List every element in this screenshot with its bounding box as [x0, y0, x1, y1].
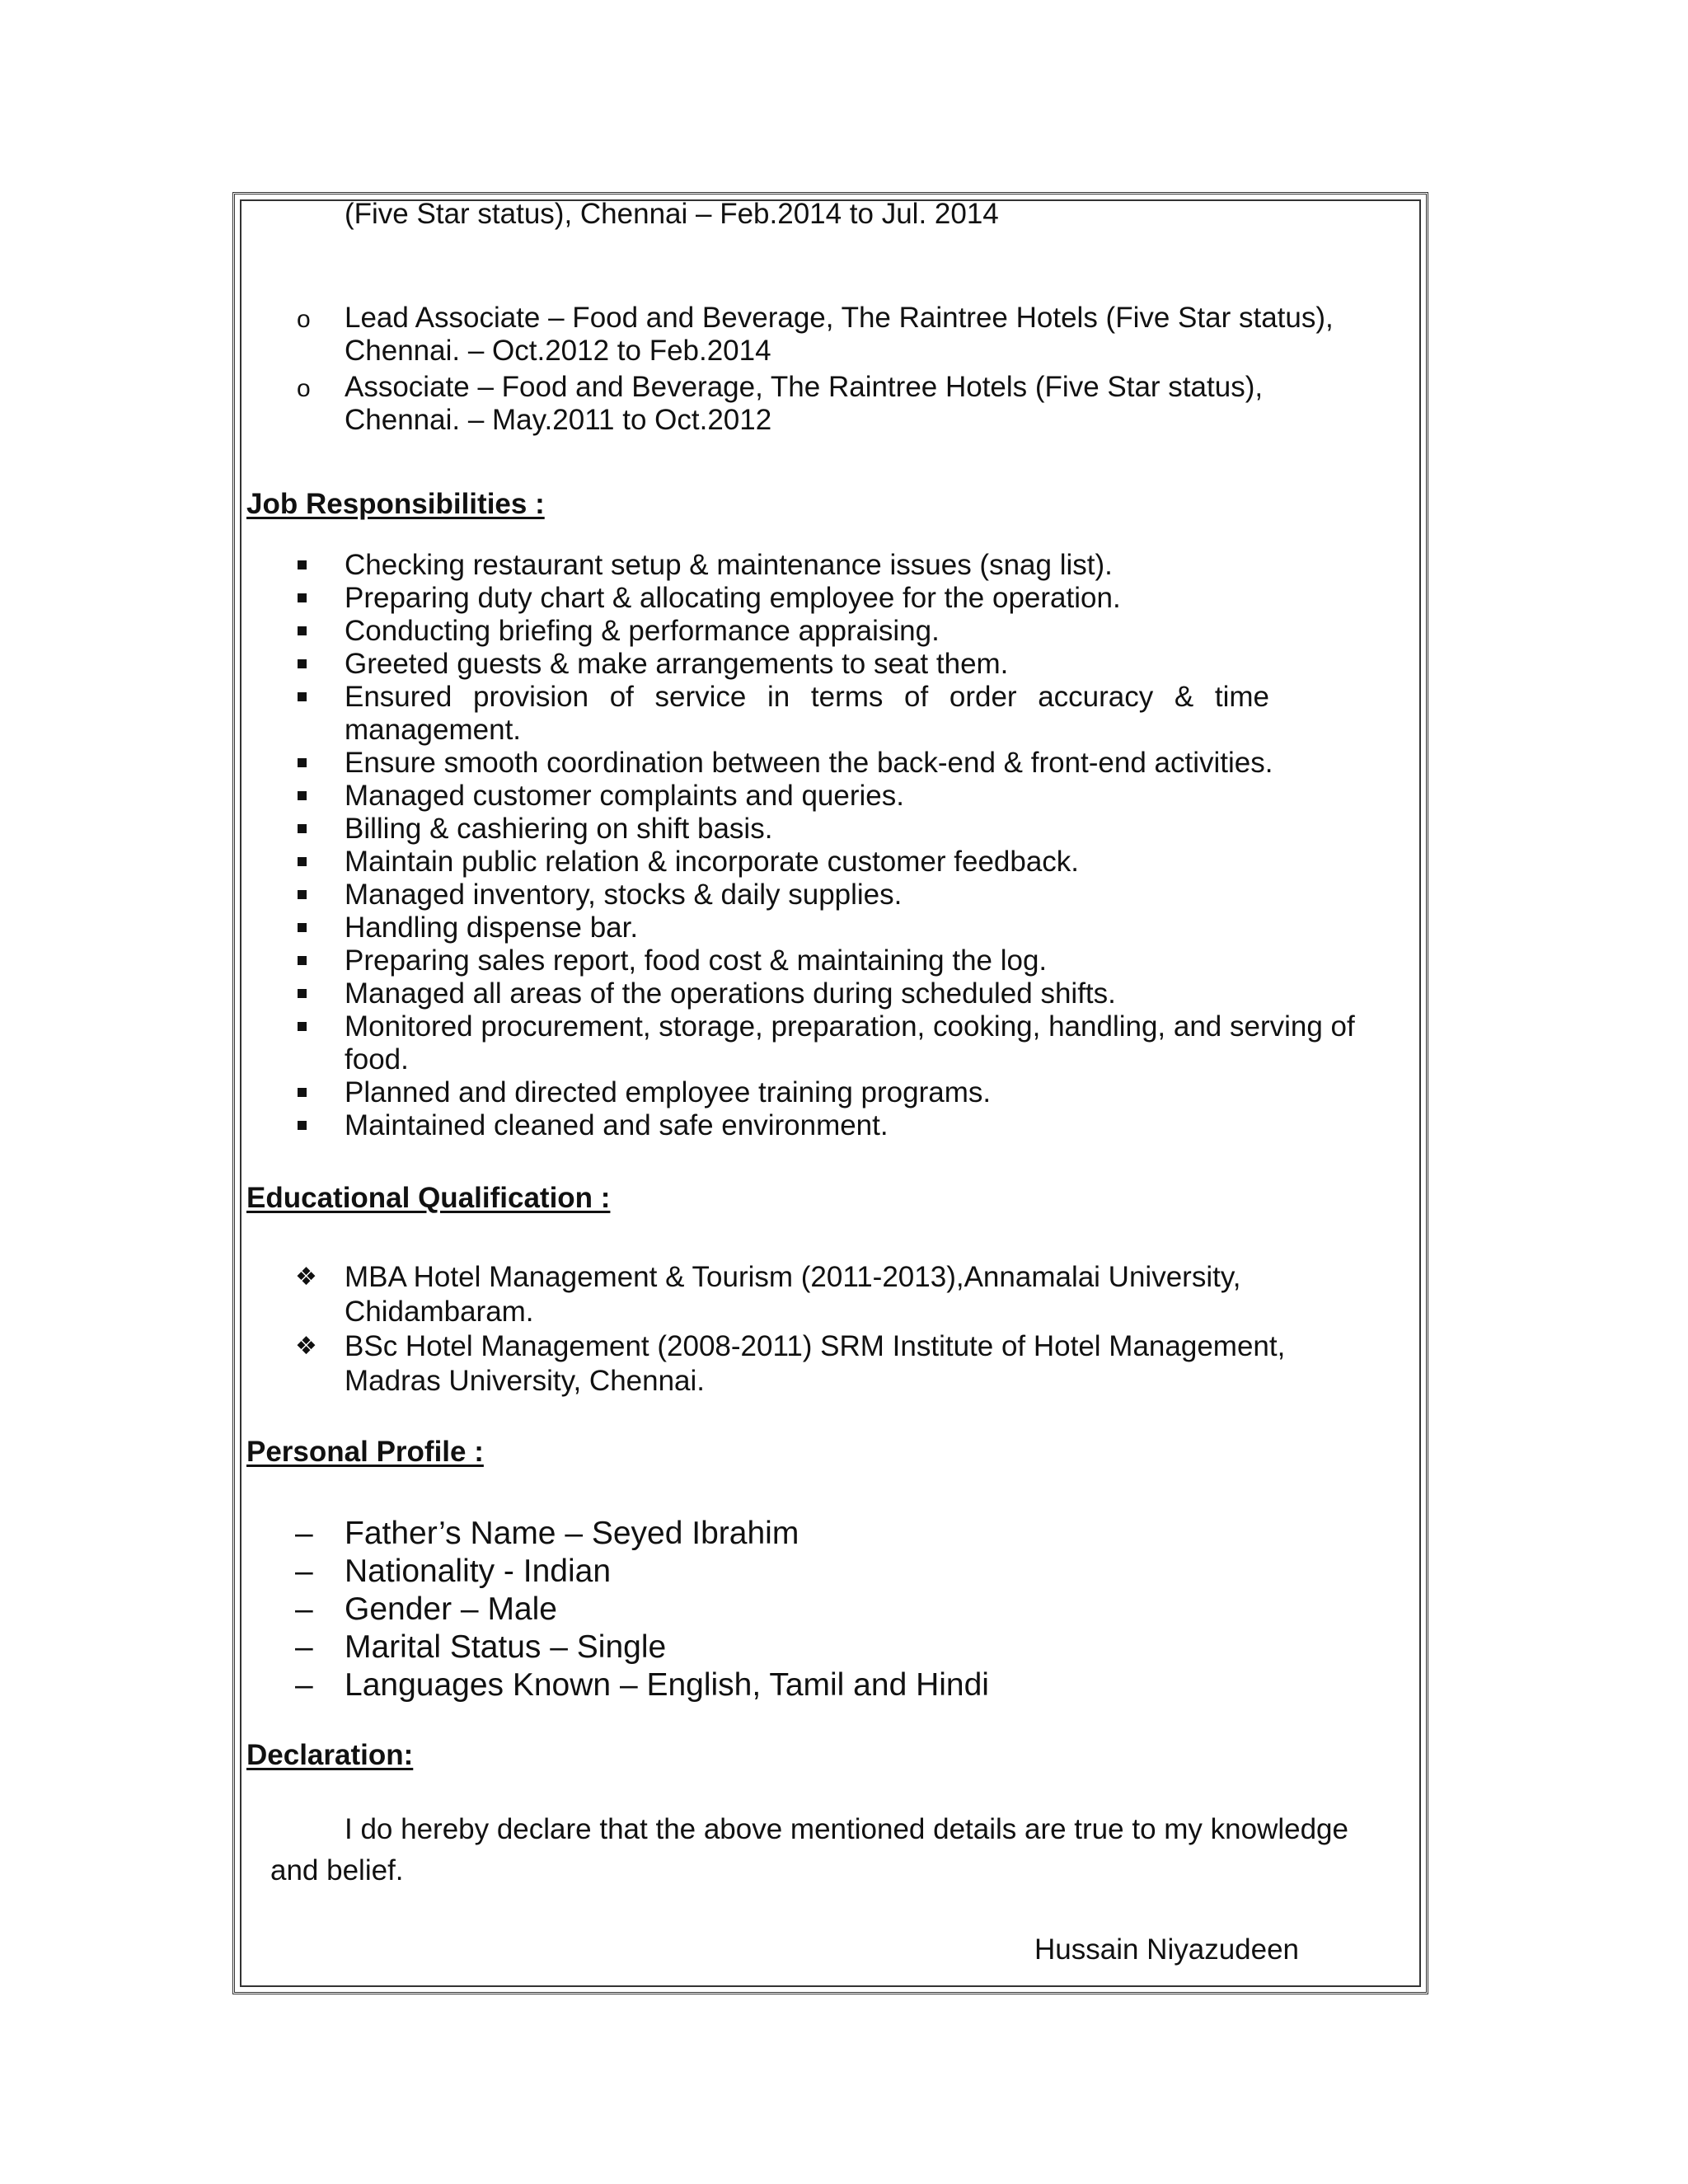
- dash-bullet-icon: –: [295, 1554, 313, 1589]
- square-bullet-icon: [298, 1022, 307, 1031]
- list-item: Maintain public relation & incorporate customer feedback.: [345, 846, 1080, 878]
- list-item: Ensure smooth coordination between the back-end & front-end activities.: [345, 747, 1273, 779]
- experience-item-1-line2: Chennai. – Oct.2012 to Feb.2014: [345, 335, 771, 367]
- experience-bullet: o: [297, 375, 311, 402]
- profile-languages: Languages Known – English, Tamil and Hindi: [345, 1667, 989, 1703]
- diamond-bullet-icon: ❖: [295, 1263, 317, 1291]
- list-item: Managed inventory, stocks & daily supplies.: [345, 879, 903, 911]
- profile-gender: Gender – Male: [345, 1591, 557, 1627]
- list-item: Preparing duty chart & allocating employee for the operation.: [345, 582, 1121, 614]
- dash-bullet-icon: –: [295, 1591, 313, 1627]
- list-item: food.: [345, 1043, 409, 1076]
- experience-item-2-line2: Chennai. – May.2011 to Oct.2012: [345, 404, 772, 436]
- square-bullet-icon: [298, 593, 307, 602]
- education-item-2-line1: BSc Hotel Management (2008-2011) SRM Institute of Hotel Management,: [345, 1330, 1286, 1362]
- square-bullet-icon: [298, 857, 307, 866]
- education-item-1-line2: Chidambaram.: [345, 1296, 534, 1328]
- square-bullet-icon: [298, 758, 307, 767]
- list-item: management.: [345, 714, 522, 746]
- experience-bullet: o: [297, 306, 311, 333]
- education-item-1-line1: MBA Hotel Management & Tourism (2011-2013),Annamalai University,: [345, 1261, 1241, 1293]
- list-item: Planned and directed employee training programs.: [345, 1076, 992, 1108]
- dash-bullet-icon: –: [295, 1667, 313, 1703]
- job-responsibilities-heading: Job Responsibilities :: [246, 488, 545, 520]
- declaration-text-line1: I do hereby declare that the above mentioned details are true to my knowledge: [345, 1813, 1348, 1845]
- square-bullet-icon: [298, 626, 307, 635]
- square-bullet-icon: [298, 989, 307, 998]
- square-bullet-icon: [298, 923, 307, 932]
- list-item: Handling dispense bar.: [345, 912, 639, 944]
- list-item: Monitored procurement, storage, preparation, cooking, handling, and serving of: [345, 1010, 1355, 1043]
- square-bullet-icon: [298, 1088, 307, 1097]
- list-item: Billing & cashiering on shift basis.: [345, 813, 773, 845]
- dash-bullet-icon: –: [295, 1629, 313, 1665]
- list-item: Maintained cleaned and safe environment.: [345, 1109, 889, 1141]
- declaration-heading: Declaration:: [246, 1739, 414, 1771]
- education-heading: Educational Qualification :: [246, 1182, 611, 1214]
- square-bullet-icon: [298, 791, 307, 800]
- list-item: Conducting briefing & performance appraising.: [345, 615, 940, 647]
- experience-prev-line: (Five Star status), Chennai – Feb.2014 to Jul. 2014: [345, 198, 999, 230]
- personal-profile-heading: Personal Profile :: [246, 1436, 484, 1468]
- square-bullet-icon: [298, 1121, 307, 1130]
- list-item: Checking restaurant setup & maintenance issues (snag list).: [345, 549, 1113, 581]
- list-item: Preparing sales report, food cost & maintaining the log.: [345, 944, 1048, 977]
- declaration-text-line2: and belief.: [270, 1854, 404, 1886]
- list-item: Greeted guests & make arrangements to seat them.: [345, 648, 1009, 680]
- square-bullet-icon: [298, 956, 307, 965]
- experience-item-2-line1: Associate – Food and Beverage, The Raintree Hotels (Five Star status),: [345, 371, 1264, 403]
- square-bullet-icon: [298, 560, 307, 569]
- signature-name: Hussain Niyazudeen: [1034, 1933, 1300, 1966]
- square-bullet-icon: [298, 659, 307, 668]
- square-bullet-icon: [298, 692, 307, 701]
- profile-father-name: Father’s Name – Seyed Ibrahim: [345, 1516, 799, 1551]
- square-bullet-icon: [298, 824, 307, 833]
- experience-item-1-line1: Lead Associate – Food and Beverage, The Raintree Hotels (Five Star status),: [345, 302, 1334, 334]
- dash-bullet-icon: –: [295, 1516, 313, 1551]
- list-item: Managed all areas of the operations during scheduled shifts.: [345, 977, 1116, 1010]
- square-bullet-icon: [298, 890, 307, 899]
- diamond-bullet-icon: ❖: [295, 1333, 317, 1360]
- profile-marital-status: Marital Status – Single: [345, 1629, 667, 1665]
- education-item-2-line2: Madras University, Chennai.: [345, 1365, 706, 1397]
- profile-nationality: Nationality - Indian: [345, 1554, 612, 1589]
- list-item: Ensured provision of service in terms of order accuracy & time: [345, 681, 1269, 713]
- list-item: Managed customer complaints and queries.: [345, 780, 904, 812]
